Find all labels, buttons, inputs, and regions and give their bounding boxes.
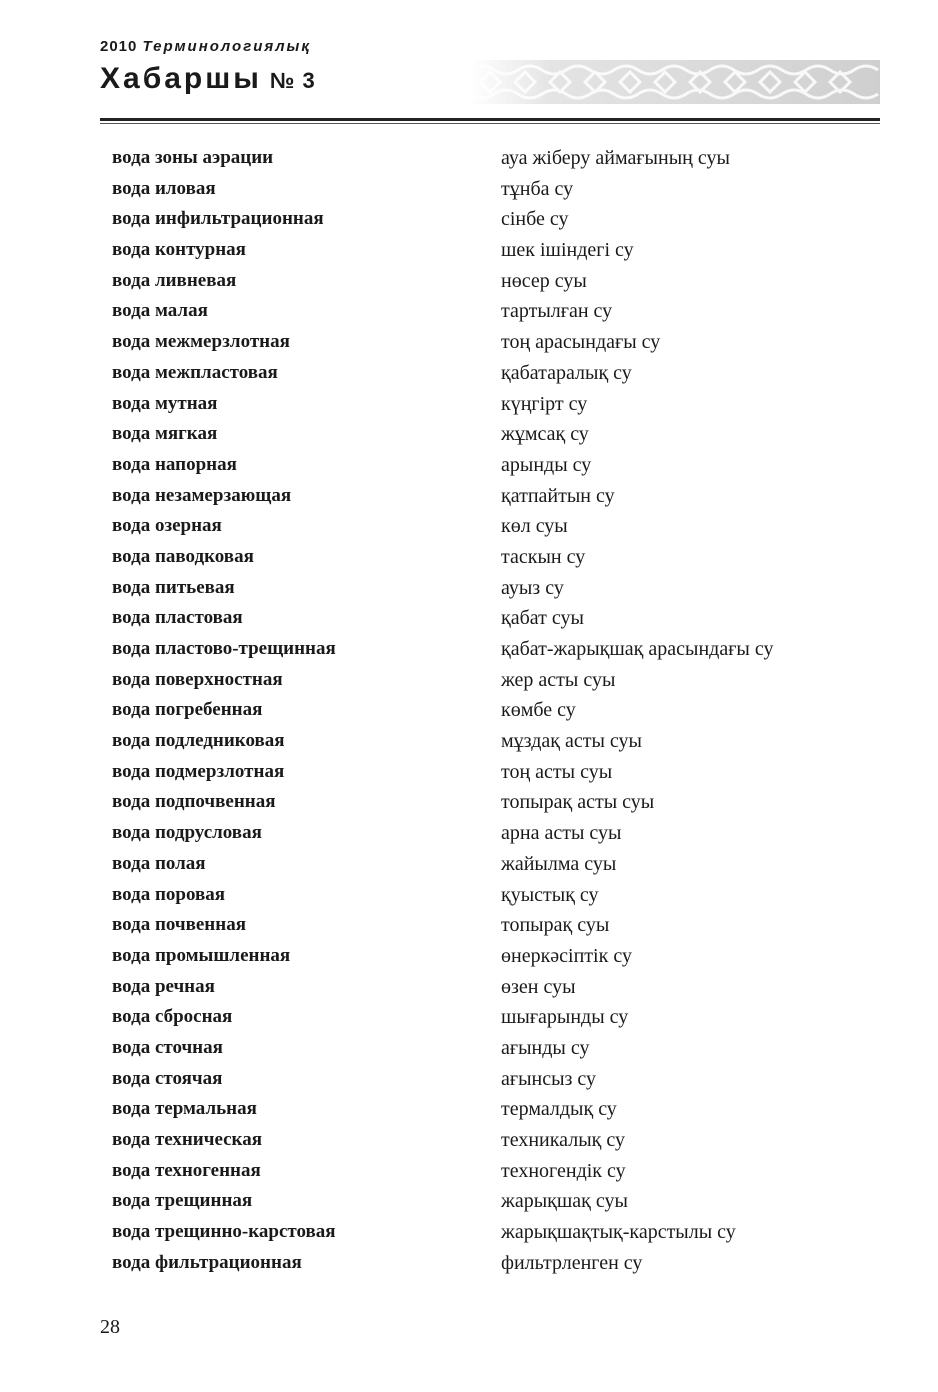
term-kazakh: қатпайтын су [501, 484, 615, 507]
term-kazakh: қабат суы [501, 607, 584, 630]
term-kazakh: күңгірт су [501, 392, 588, 415]
term-kazakh: шығарынды су [501, 1006, 629, 1029]
term-russian: вода малая [112, 300, 208, 322]
term-russian: вода погребенная [112, 699, 263, 721]
header-rule-thick [100, 118, 880, 121]
term-russian: вода зоны аэрации [112, 147, 274, 168]
term-row [112, 389, 872, 420]
term-kazakh: тоң арасындағы су [501, 331, 661, 354]
term-row [112, 1125, 872, 1156]
journal-title-top: Терминологиялық [142, 38, 311, 55]
term-row [112, 481, 872, 512]
term-russian: вода трещинно-карстовая [112, 1221, 336, 1243]
term-row [112, 419, 872, 450]
term-kazakh: қуыстық су [501, 883, 599, 906]
term-russian: вода мягкая [112, 423, 218, 445]
term-row [112, 972, 872, 1003]
term-kazakh: термалдық су [501, 1098, 617, 1121]
term-russian: вода техническая [112, 1129, 262, 1150]
term-kazakh: тоң асты суы [501, 760, 613, 783]
term-row [112, 511, 872, 542]
term-row [112, 1002, 872, 1033]
term-row [112, 235, 872, 266]
page-number: 28 [100, 1316, 120, 1338]
term-row [112, 1217, 872, 1248]
term-russian: вода пластово-трещинная [112, 638, 336, 659]
issue-number: № 3 [269, 68, 316, 93]
term-row [112, 941, 872, 972]
term-row [112, 1064, 872, 1095]
term-russian: вода озерная [112, 515, 222, 537]
term-kazakh: нөсер суы [501, 269, 587, 292]
term-kazakh: ауа жіберу аймағының суы [501, 147, 730, 169]
term-russian: вода межпластовая [112, 361, 278, 383]
term-row [112, 1186, 872, 1217]
term-kazakh: ауыз су [501, 576, 564, 599]
term-russian: вода подпочвенная [112, 791, 276, 813]
term-row [112, 1094, 872, 1125]
term-kazakh: өнеркәсіптік су [501, 944, 632, 967]
term-kazakh: сінбе су [501, 208, 569, 231]
term-russian: вода инфильтрационная [112, 208, 324, 230]
journal-title-main-line [100, 62, 316, 96]
term-russian: вода речная [112, 975, 215, 997]
term-kazakh: арынды су [501, 453, 592, 476]
term-russian: вода термальная [112, 1098, 257, 1120]
term-russian: вода промышленная [112, 944, 291, 966]
header-rule-thin [100, 123, 880, 124]
term-russian: вода техногенная [112, 1159, 261, 1181]
term-list [112, 143, 872, 1278]
term-russian: вода полая [112, 852, 206, 874]
term-row [112, 910, 872, 941]
term-row [112, 787, 872, 818]
term-row [112, 603, 872, 634]
term-row [112, 1156, 872, 1187]
term-row [112, 573, 872, 604]
term-kazakh: қабат-жарықшақ арасындағы су [501, 638, 774, 660]
term-kazakh: тартылған су [501, 300, 613, 323]
term-russian: вода сточная [112, 1036, 223, 1058]
journal-year: 2010 [100, 38, 138, 55]
term-row [112, 266, 872, 297]
term-row [112, 143, 872, 174]
term-kazakh: жарықшақтық-карстылы су [501, 1221, 736, 1244]
term-row [112, 358, 872, 389]
term-row [112, 1248, 872, 1279]
term-kazakh: өзен суы [501, 975, 576, 998]
term-russian: вода ливневая [112, 269, 237, 291]
term-row [112, 296, 872, 327]
term-russian: вода иловая [112, 177, 216, 199]
term-kazakh: топырақ суы [501, 914, 610, 937]
term-kazakh: жайылма суы [501, 852, 617, 875]
term-kazakh: тұнба су [501, 177, 574, 200]
term-russian: вода подрусловая [112, 822, 262, 844]
term-kazakh: ағынсыз су [501, 1067, 597, 1090]
term-russian: вода стоячая [112, 1067, 223, 1089]
term-russian: вода подмерзлотная [112, 760, 285, 782]
term-kazakh: көмбе су [501, 699, 576, 722]
term-russian: вода почвенная [112, 914, 246, 936]
term-row [112, 665, 872, 696]
term-kazakh: мұздақ асты суы [501, 730, 642, 753]
term-row [112, 757, 872, 788]
term-kazakh: арна асты суы [501, 822, 622, 845]
journal-title-main: Хабаршы [100, 62, 262, 95]
term-row [112, 634, 872, 665]
term-kazakh: көл суы [501, 515, 568, 538]
term-russian: вода паводковая [112, 545, 254, 567]
term-kazakh: қабатаралық су [501, 361, 632, 384]
term-kazakh: техникалық су [501, 1129, 625, 1151]
ornament-pattern-icon [470, 60, 880, 104]
term-row [112, 327, 872, 358]
term-russian: вода незамерзающая [112, 484, 292, 506]
term-row [112, 818, 872, 849]
term-kazakh: жұмсақ су [501, 423, 589, 446]
term-kazakh: топырақ асты суы [501, 791, 655, 814]
term-russian: вода контурная [112, 239, 246, 261]
term-russian: вода трещинная [112, 1190, 253, 1212]
term-russian: вода напорная [112, 453, 237, 475]
term-row [112, 204, 872, 235]
term-kazakh: шек ішіндегі су [501, 239, 634, 262]
term-row [112, 849, 872, 880]
term-russian: вода поверхностная [112, 668, 283, 690]
journal-year-line [100, 38, 311, 55]
term-russian: вода подледниковая [112, 730, 285, 752]
term-russian: вода фильтрационная [112, 1251, 302, 1273]
page-header [100, 38, 880, 128]
term-russian: вода сбросная [112, 1006, 233, 1028]
term-russian: вода поровая [112, 883, 226, 905]
term-russian: вода мутная [112, 392, 218, 414]
term-row [112, 1033, 872, 1064]
ornament-band [470, 60, 880, 104]
term-russian: вода пластовая [112, 607, 243, 629]
term-kazakh: жарықшақ суы [501, 1190, 628, 1213]
term-kazakh: таскын су [501, 545, 586, 568]
term-russian: вода питьевая [112, 576, 235, 598]
term-kazakh: техногендік су [501, 1159, 626, 1182]
term-kazakh: жер асты суы [501, 668, 616, 691]
term-row [112, 450, 872, 481]
term-row [112, 880, 872, 911]
term-russian: вода межмерзлотная [112, 331, 290, 353]
term-row [112, 695, 872, 726]
term-kazakh: ағынды су [501, 1036, 590, 1059]
term-row [112, 726, 872, 757]
term-row [112, 174, 872, 205]
term-kazakh: фильтрленген су [501, 1251, 643, 1274]
term-row [112, 542, 872, 573]
